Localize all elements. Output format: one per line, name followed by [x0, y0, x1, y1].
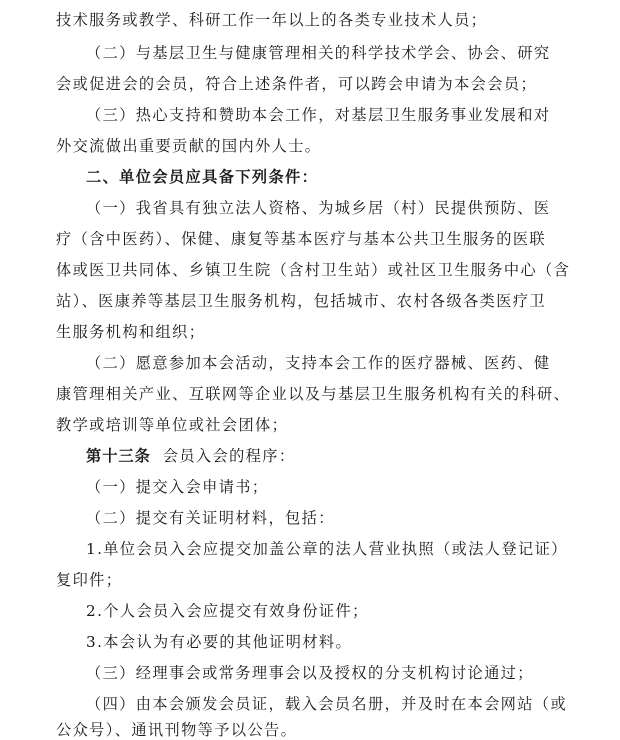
- text-line: 2.个人会员入会应提交有效身份证件；: [86, 602, 369, 620]
- text-line: （一）提交入会申请书；: [86, 478, 269, 496]
- text-line: 公众号）、通讯刊物等予以公告。: [56, 721, 298, 739]
- text-line: （一）我省具有独立法人资格、为城乡居（村）民提供预防、医: [86, 199, 551, 217]
- section-heading: 二、单位会员应具备下列条件：: [86, 168, 319, 186]
- text-line: （二）提交有关证明材料，包括：: [86, 509, 335, 527]
- text-line: 3.本会认为有必要的其他证明材料。: [86, 633, 353, 651]
- text-line: 复印件；: [56, 571, 123, 589]
- text-line: 教学或培训等单位或社会团体；: [56, 416, 289, 434]
- article-number: 第十三条: [86, 447, 151, 465]
- text-line: 康管理相关产业、互联网等企业以及与基层卫生服务机构有关的科研、: [56, 385, 571, 403]
- text-line: （四）由本会颁发会员证，载入会员名册，并及时在本会网站（或: [86, 695, 568, 713]
- text-line: （三）经理事会或常务理事会以及授权的分支机构讨论通过；: [86, 664, 534, 682]
- text-line: （二）愿意参加本会活动，支持本会工作的医疗器械、医药、健: [86, 354, 551, 372]
- text-line: 会或促进会的会员，符合上述条件者，可以跨会申请为本会会员；: [56, 75, 538, 93]
- text-line: 1.单位会员入会应提交加盖公章的法人营业执照（或法人登记证）: [86, 540, 568, 558]
- text-line: 生服务机构和组织；: [56, 323, 206, 341]
- article-title: 会员入会的程序：: [162, 447, 296, 465]
- article-line: [86, 446, 576, 466]
- text-line: 技术服务或教学、科研工作一年以上的各类专业技术人员；: [56, 11, 488, 29]
- text-line: 体或医卫共同体、乡镇卫生院（含村卫生站）或社区卫生服务中心（含: [56, 261, 571, 279]
- text-line: （三）热心支持和赞助本会工作，对基层卫生服务事业发展和对: [86, 106, 551, 124]
- text-line: 外交流做出重要贡献的国内外人士。: [56, 137, 322, 155]
- text-line: 疗（含中医药）、保健、康复等基本医疗与基本公共卫生服务的医联: [56, 230, 547, 248]
- text-line: 站）、医康养等基层卫生服务机构，包括城市、农村各级各类医疗卫: [56, 292, 547, 310]
- text-line: （二）与基层卫生与健康管理相关的科学技术学会、协会、研究: [86, 44, 551, 62]
